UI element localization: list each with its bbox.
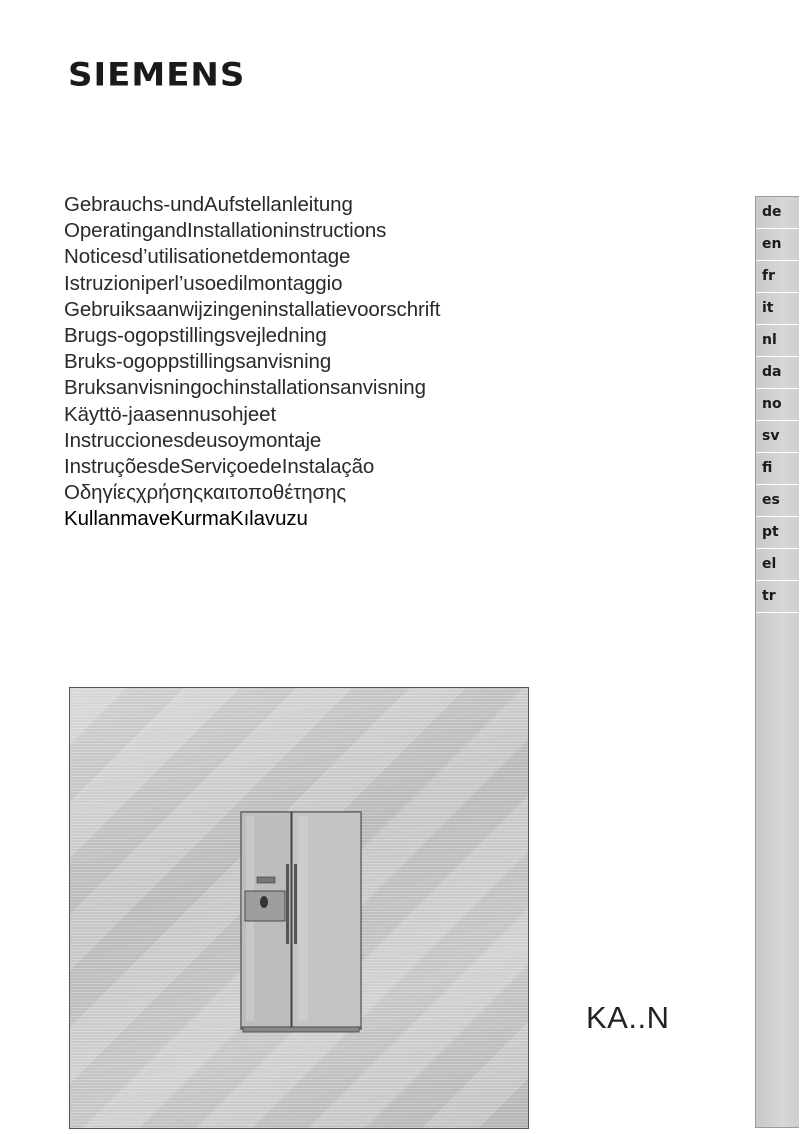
refrigerator-illustration	[69, 687, 529, 1129]
model-number: KA..N	[586, 1000, 670, 1035]
title-fi: Käyttö-jaasennusohjeet	[64, 402, 277, 426]
title-pt: InstruçõesdeServiçoedeInstalação	[64, 454, 375, 478]
lang-tab-en[interactable]: en	[756, 229, 799, 261]
title-sv: Bruksanvisningochinstallationsanvisning	[64, 376, 426, 400]
lang-tab-tr[interactable]: tr	[756, 581, 799, 613]
siemens-logo: SIEMENS	[68, 56, 246, 94]
title-no: Bruks-ogoppstillingsanvisning	[64, 350, 332, 374]
title-es: Instruccionesdeusoymontaje	[64, 428, 322, 452]
language-tab-bar	[755, 196, 799, 1128]
lang-tab-sv[interactable]: sv	[756, 421, 799, 453]
manual-title-list	[64, 192, 440, 532]
title-en: OperatingandInstallationinstructions	[64, 219, 387, 243]
lang-tab-pt[interactable]: pt	[756, 517, 799, 549]
title-nl: Gebruiksaanwijzingeninstallatievoorschrift	[64, 297, 441, 321]
language-tabs	[756, 197, 799, 613]
title-fr: Noticesd’utilisationetdemontage	[64, 245, 351, 269]
title-da: Brugs-ogopstillingsvejledning	[64, 323, 327, 347]
lang-tab-it[interactable]: it	[756, 293, 799, 325]
title-tr: KullanmaveKurmaKılavuzu	[64, 507, 308, 531]
lang-tab-nl[interactable]: nl	[756, 325, 799, 357]
lang-tab-el[interactable]: el	[756, 549, 799, 581]
lang-tab-no[interactable]: no	[756, 389, 799, 421]
lang-tab-es[interactable]: es	[756, 485, 799, 517]
title-it: Istruzioniperl’usoedilmontaggio	[64, 271, 343, 295]
title-el: Οδηγίεςχρήσηςκαιτοποθέτησης	[64, 481, 347, 505]
lang-tab-da[interactable]: da	[756, 357, 799, 389]
lang-tab-de[interactable]: de	[756, 197, 799, 229]
lang-tab-fi[interactable]: fi	[756, 453, 799, 485]
lang-tab-fr[interactable]: fr	[756, 261, 799, 293]
fridge-icon	[70, 688, 528, 1128]
title-de: Gebrauchs-undAufstellanleitung	[64, 193, 353, 216]
